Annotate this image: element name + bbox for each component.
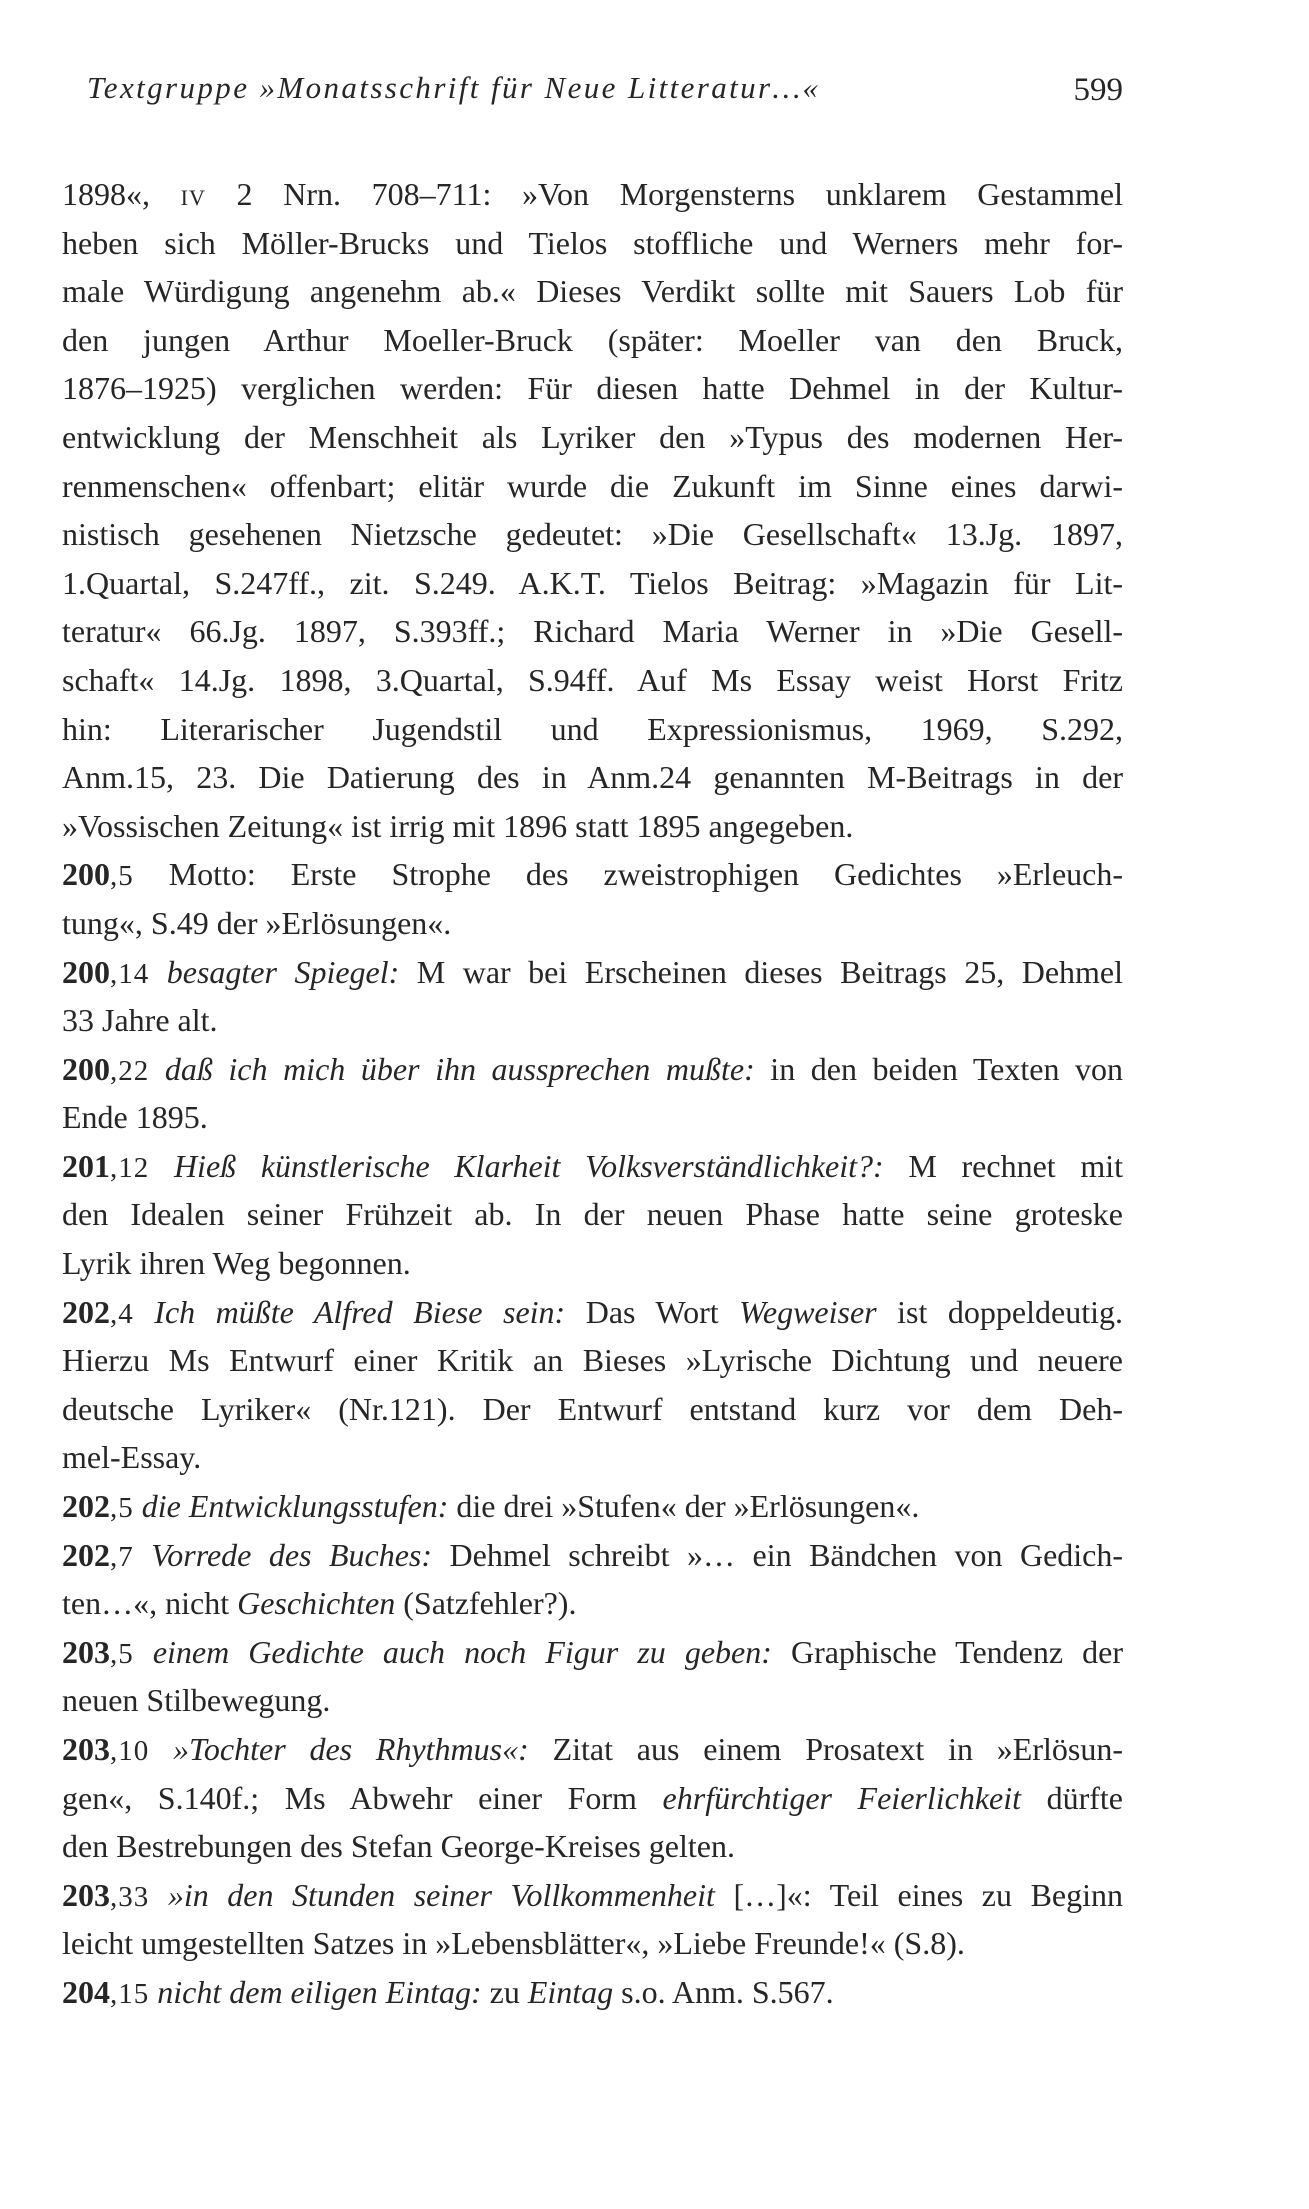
line-text: neuen Stilbewegung. — [62, 1682, 331, 1719]
running-header — [87, 70, 1123, 120]
reference-line: ,12 — [110, 1151, 150, 1184]
text-line — [62, 850, 1123, 899]
reference-page: 202 — [62, 1536, 110, 1573]
lemma-text: Hieß künstlerische Klarheit Volksverständlichkeit?: — [173, 1147, 884, 1184]
line-text — [134, 1634, 153, 1670]
lemma-text: daß ich mich über ihn aussprechen mußte: — [164, 1050, 755, 1087]
text-line — [62, 753, 1123, 802]
lemma-text: »in den Stunden seiner Vollkommenheit — [167, 1876, 715, 1913]
line-text: male Würdigung angenehm ab.« Dieses Verdikt sollte mit Sauers Lob für — [62, 273, 1123, 310]
lemma-text: »Tochter des Rhythmus«: — [173, 1731, 529, 1767]
text-line — [62, 705, 1123, 754]
reference-line: ,14 — [110, 957, 150, 990]
line-text: entwicklung der Menschheit als Lyriker den »Typus des modernen Her- — [62, 418, 1123, 455]
reference-page: 200 — [62, 1050, 110, 1087]
text-line — [62, 1045, 1123, 1094]
text-line — [62, 1288, 1123, 1337]
reference-line: ,5 — [110, 1637, 134, 1670]
text-line — [62, 462, 1123, 511]
line-text: […]«: Teil eines zu Beginn — [714, 1876, 1124, 1913]
text-line — [62, 656, 1123, 705]
line-text: 2 Nrn. 708–711: »Von Morgensterns unklarem Gestammel — [205, 176, 1124, 212]
reference-line: ,10 — [110, 1735, 150, 1767]
line-text: Motto: Erste Strophe des zweistrophigen Gedichtes »Erleuch- — [133, 856, 1123, 893]
line-text: M war bei Erscheinen dieses Beitrags 25, Dehmel — [399, 953, 1124, 990]
reference-line: ,22 — [110, 1054, 150, 1087]
line-text: ist doppeldeutig. — [876, 1293, 1123, 1330]
text-line — [62, 1822, 1123, 1871]
lemma-text: Geschichten — [237, 1585, 396, 1622]
line-text: 1898«, — [62, 176, 181, 212]
line-text: IV — [180, 185, 206, 210]
reference-page: 203 — [62, 1731, 110, 1767]
lemma-text: die Entwicklungsstufen: — [141, 1488, 449, 1525]
line-text — [149, 1051, 165, 1087]
text-line — [62, 413, 1123, 462]
line-text: »Vossischen Zeitung« ist irrig mit 1896 statt 1895 angegeben. — [62, 807, 854, 844]
line-text: mel-Essay. — [62, 1439, 202, 1476]
reference-page: 203 — [62, 1876, 110, 1913]
reference-page: 200 — [62, 953, 110, 990]
text-line — [62, 899, 1123, 948]
line-text: (Satzfehler?). — [395, 1585, 577, 1622]
lemma-text: Ich müßte Alfred Biese sein: — [154, 1293, 566, 1330]
line-text: Zitat aus einem Prosatext in »Erlösun- — [528, 1731, 1123, 1767]
text-line — [62, 364, 1123, 413]
line-text: 1876–1925) verglichen werden: Für diesen hatte Dehmel in der Kultur- — [62, 370, 1123, 407]
line-text: tung«, S.49 der »Erlösungen«. — [62, 904, 452, 941]
line-text: s.o. Anm. S.567. — [613, 1973, 834, 2010]
text-line — [62, 1433, 1123, 1482]
text-line — [62, 267, 1123, 316]
line-text — [149, 1877, 168, 1913]
text-line — [62, 219, 1123, 268]
line-text: zu — [481, 1973, 528, 2010]
text-line — [62, 170, 1123, 219]
lemma-text: Eintag — [527, 1973, 614, 2010]
line-text — [134, 1294, 155, 1330]
line-text: teratur« 66.Jg. 1897, S.393ff.; Richard Maria Werner in »Die Gesell- — [62, 613, 1123, 650]
line-text: Das Wort — [565, 1293, 740, 1330]
line-text — [149, 954, 167, 990]
line-text: deutsche Lyriker« (Nr.121). Der Entwurf entstand kurz vor dem Deh- — [62, 1390, 1123, 1427]
text-line — [62, 510, 1123, 559]
reference-line: ,5 — [110, 860, 134, 893]
line-text: die drei »Stufen« der »Erlösungen«. — [448, 1488, 920, 1525]
text-line — [62, 316, 1123, 365]
line-text: Lyrik ihren Weg begonnen. — [62, 1245, 411, 1282]
line-text: in den beiden Texten von — [754, 1050, 1124, 1087]
reference-page: 204 — [62, 1973, 110, 2010]
line-text — [149, 1731, 173, 1767]
text-line — [62, 1725, 1123, 1774]
reference-line: ,15 — [110, 1977, 150, 2010]
line-text: gen«, S.140f.; Ms Abwehr einer Form — [62, 1779, 663, 1816]
text-line — [62, 1239, 1123, 1288]
text-line — [62, 1190, 1123, 1239]
text-line — [62, 1385, 1123, 1434]
text-line — [62, 1968, 1123, 2017]
line-text: renmenschen« offenbart; elitär wurde die Zukunft im Sinne eines darwi- — [62, 467, 1123, 504]
lemma-text: nicht dem eiligen Eintag: — [157, 1973, 482, 2010]
reference-line: ,5 — [110, 1492, 134, 1525]
line-text: leicht umgestellten Satzes in »Lebensblätter«, »Liebe Freunde!« (S.8). — [62, 1925, 965, 1962]
line-text: Anm.15, 23. Die Datierung des in Anm.24 genannten M-Beitrags in der — [62, 759, 1123, 796]
reference-page: 200 — [62, 856, 110, 893]
text-line — [62, 1676, 1123, 1725]
text-line — [62, 607, 1123, 656]
text-line — [62, 1482, 1123, 1531]
lemma-text: ehrfürchtiger Feierlichkeit — [662, 1779, 1022, 1816]
reference-page: 202 — [62, 1293, 110, 1330]
reference-line: ,7 — [110, 1540, 134, 1573]
line-text: 33 Jahre alt. — [62, 1002, 218, 1039]
lemma-text: Wegweiser — [739, 1293, 877, 1330]
line-text: hin: Literarischer Jugendstil und Expressionismus, 1969, S.292, — [62, 710, 1123, 747]
text-line — [62, 948, 1123, 997]
text-line — [62, 1531, 1123, 1580]
page-number: 599 — [1073, 72, 1123, 108]
line-text: Graphische Tendenz der — [771, 1633, 1124, 1670]
text-line — [62, 1774, 1123, 1823]
line-text: schaft« 14.Jg. 1898, 3.Quartal, S.94ff. Auf Ms Essay weist Horst Fritz — [62, 661, 1123, 698]
line-text: den Idealen seiner Frühzeit ab. In der neuen Phase hatte seine groteske — [62, 1196, 1123, 1233]
text-line — [62, 996, 1123, 1045]
text-line — [62, 559, 1123, 608]
lemma-text: Vorrede des Buches: — [151, 1536, 433, 1573]
line-text: Hierzu Ms Entwurf einer Kritik an Bieses »Lyrische Dichtung und neuere — [62, 1342, 1123, 1379]
reference-page: 203 — [62, 1633, 110, 1670]
line-text: heben sich Möller-Brucks und Tielos stoffliche und Werners mehr for- — [62, 224, 1123, 261]
line-text: Ende 1895. — [62, 1099, 208, 1136]
text-line — [62, 1142, 1123, 1191]
line-text: Dehmel schreibt »… ein Bändchen von Gedich- — [432, 1536, 1124, 1573]
running-title: Textgruppe »Monatsschrift für Neue Litteratur…« — [87, 70, 821, 105]
line-text — [134, 1537, 151, 1573]
text-line — [62, 1871, 1123, 1920]
text-line — [62, 1336, 1123, 1385]
line-text: 1.Quartal, S.247ff., zit. S.249. A.K.T. Tielos Beitrag: »Magazin für Lit- — [62, 564, 1123, 601]
lemma-text: besagter Spiegel: — [166, 953, 400, 990]
line-text: nistisch gesehenen Nietzsche gedeutet: »Die Gesellschaft« 13.Jg. 1897, — [62, 516, 1123, 553]
reference-page: 201 — [62, 1147, 110, 1184]
commentary-text — [62, 170, 1123, 2017]
line-text: ten…«, nicht — [62, 1585, 238, 1622]
line-text: M rechnet mit — [883, 1147, 1124, 1184]
text-line — [62, 802, 1123, 851]
line-text — [149, 1148, 174, 1184]
lemma-text: einem Gedichte auch noch Figur zu geben: — [152, 1633, 772, 1670]
line-text: dürfte — [1021, 1779, 1124, 1816]
text-line — [62, 1093, 1123, 1142]
text-line — [62, 1628, 1123, 1677]
line-text: den Bestrebungen des Stefan George-Kreises gelten. — [62, 1828, 735, 1865]
reference-line: ,4 — [110, 1297, 134, 1330]
line-text: den jungen Arthur Moeller-Bruck (später: Moeller van den Bruck, — [62, 321, 1123, 358]
text-line — [62, 1579, 1123, 1628]
line-text — [134, 1488, 142, 1524]
reference-page: 202 — [62, 1488, 110, 1525]
text-line — [62, 1919, 1123, 1968]
reference-line: ,33 — [110, 1880, 150, 1913]
